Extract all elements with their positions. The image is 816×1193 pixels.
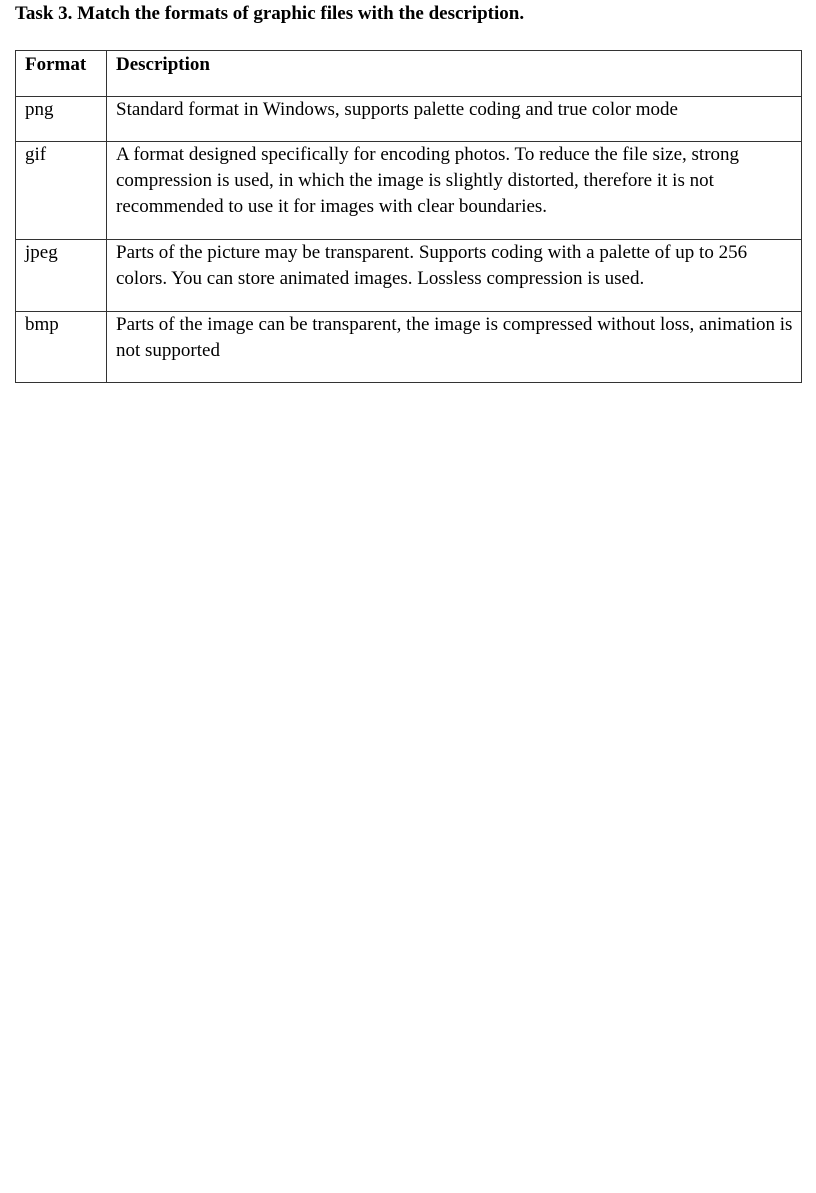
table-row: [16, 312, 802, 383]
table-row: [16, 240, 802, 312]
description-cell: Parts of the image can be transparent, the image is compressed without loss, animation is not supported: [107, 312, 802, 383]
format-cell: bmp: [16, 312, 107, 383]
description-cell: A format designed specifically for encoding photos. To reduce the file size, strong compression is used, in which the image is slightly distorted, therefore it is not recommended to use it for images with clear boundaries.: [107, 142, 802, 240]
formats-table: [15, 50, 802, 383]
task-title: Task 3. Match the formats of graphic files with the description.: [15, 3, 525, 24]
table-row: [16, 97, 802, 142]
format-cell: jpeg: [16, 240, 107, 312]
description-cell: Parts of the picture may be transparent. Supports coding with a palette of up to 256 colors. You can store animated images. Lossless compression is used.: [107, 240, 802, 312]
format-cell: png: [16, 97, 107, 142]
table-header-row: [16, 51, 802, 97]
format-cell: gif: [16, 142, 107, 240]
header-description: Description: [107, 51, 802, 97]
table-row: [16, 142, 802, 240]
description-cell: Standard format in Windows, supports palette coding and true color mode: [107, 97, 802, 142]
header-format: Format: [16, 51, 107, 97]
